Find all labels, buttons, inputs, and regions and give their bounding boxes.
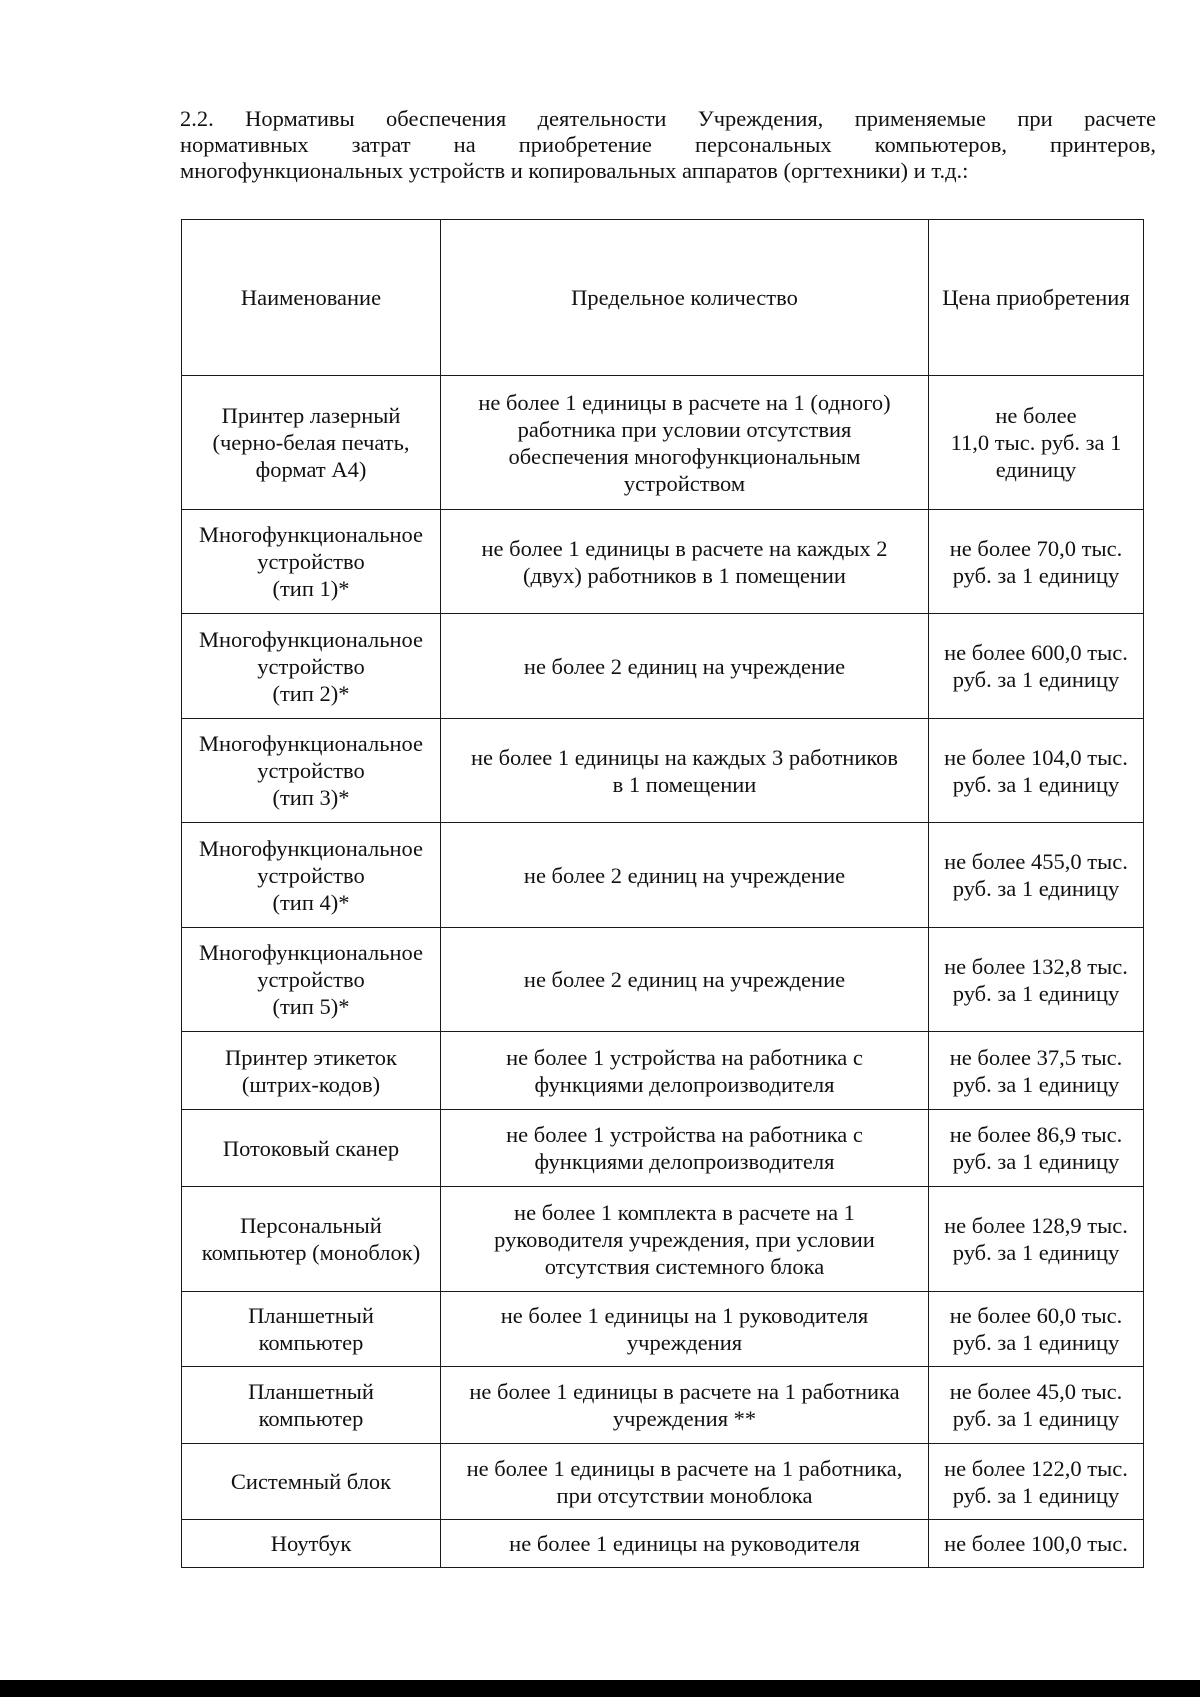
table-row	[182, 823, 1144, 928]
cell-line: не более 1 единицы на руководителя	[509, 1531, 860, 1556]
cell-line: не более 1 единицы в расчете на 1 работника,	[466, 1455, 903, 1481]
cell-line: учреждения **	[612, 1406, 757, 1431]
intro-paragraph	[180, 106, 1156, 184]
cell-line: учреждения	[626, 1330, 743, 1355]
cell-line: руб. за 1 единицу	[952, 1482, 1120, 1508]
cell-price	[929, 376, 1144, 510]
cell-line: не более 1 устройства на работника с	[506, 1122, 863, 1147]
cell-line: не более 45,0 тыс.	[949, 1379, 1123, 1404]
cell-line: компьютер	[258, 1330, 364, 1355]
cell-line: Системный блок	[230, 1469, 392, 1494]
table-row	[182, 1292, 1144, 1367]
table-row	[182, 1110, 1144, 1187]
cell-price	[929, 1032, 1144, 1110]
cell-quantity	[441, 719, 929, 823]
cell-line: формат А4)	[255, 457, 367, 482]
cell-line: руб. за 1 единицу	[952, 1071, 1120, 1097]
cell-line: компьютер	[258, 1406, 364, 1431]
cell-line: обеспечения многофункциональным	[508, 443, 861, 469]
cell-line: устройство	[257, 758, 365, 783]
table-row	[182, 376, 1144, 510]
cell-name	[182, 1110, 441, 1187]
cell-name	[182, 1032, 441, 1110]
cell-line: руб. за 1 единицу	[952, 562, 1120, 588]
intro-line: нормативных затрат на приобретение персональных компьютеров, принтеров,	[180, 132, 1156, 157]
cell-name	[182, 1520, 441, 1568]
cell-price	[929, 1187, 1144, 1292]
header-price: Цена приобретения	[929, 220, 1144, 376]
cell-name	[182, 376, 441, 510]
cell-name	[182, 1444, 441, 1520]
cell-quantity	[441, 510, 929, 614]
cell-quantity	[441, 614, 929, 719]
cell-name	[182, 823, 441, 928]
cell-quantity	[441, 1032, 929, 1110]
cell-line: не более 70,0 тыс.	[949, 535, 1123, 561]
cell-line: руб. за 1 единицу	[952, 1149, 1120, 1174]
cell-line: устройство	[257, 862, 365, 888]
cell-line: Планшетный	[248, 1303, 374, 1328]
cell-line: не более 455,0 тыс.	[944, 849, 1128, 874]
cell-line: руб. за 1 единицу	[952, 1406, 1120, 1431]
cell-price	[929, 719, 1144, 823]
cell-line: компьютер (моноблок)	[201, 1240, 421, 1265]
cell-name	[182, 614, 441, 719]
cell-line: (черно-белая печать,	[212, 430, 410, 455]
cell-line: не более 2 единиц на учреждение	[523, 967, 846, 992]
cell-name	[182, 928, 441, 1032]
cell-line: не более 122,0 тыс.	[944, 1455, 1128, 1481]
header-row	[182, 220, 1144, 376]
cell-line: руб. за 1 единицу	[952, 980, 1120, 1006]
cell-price	[929, 1110, 1144, 1187]
table-row	[182, 614, 1144, 719]
cell-quantity	[441, 823, 929, 928]
cell-line: Потоковый сканер	[222, 1135, 400, 1161]
header-name: Наименование	[182, 220, 441, 376]
cell-line: не более 1 единицы в расчете на 1 (одного)	[478, 389, 891, 415]
cell-quantity	[441, 376, 929, 510]
cell-line: (двух) работников в 1 помещении	[523, 562, 846, 588]
cell-line: (тип 2)*	[272, 680, 350, 706]
cell-line: не более 100,0 тыс.	[944, 1531, 1128, 1556]
cell-line: Многофункциональное	[198, 835, 424, 861]
cell-line: 11,0 тыс. руб. за 1	[950, 430, 1122, 455]
cell-line: Ноутбук	[270, 1531, 352, 1556]
cell-line: отсутствия системного блока	[544, 1253, 825, 1279]
cell-line: устройством	[623, 470, 746, 496]
cell-line: Многофункциональное	[198, 940, 424, 965]
cell-quantity	[441, 1367, 929, 1444]
cell-line: руб. за 1 единицу	[952, 771, 1120, 797]
cell-line: функциями делопроизводителя	[534, 1149, 835, 1174]
cell-line: (тип 5)*	[272, 994, 350, 1019]
cell-line: Планшетный	[248, 1379, 374, 1404]
cell-price	[929, 1520, 1144, 1568]
cell-line: при отсутствии моноблока	[556, 1482, 813, 1508]
cell-line: не более 600,0 тыс.	[944, 640, 1128, 665]
cell-line: Персональный	[240, 1213, 382, 1238]
cell-quantity	[441, 1292, 929, 1367]
cell-price	[929, 928, 1144, 1032]
cell-line: не более 1 единицы в расчете на каждых 2	[481, 535, 888, 561]
cell-line: не более 2 единиц на учреждение	[523, 653, 846, 679]
cell-line: руб. за 1 единицу	[952, 1240, 1120, 1265]
cell-line: не более 1 комплекта в расчете на 1	[514, 1199, 855, 1225]
cell-line: единицу	[995, 457, 1077, 482]
cell-quantity	[441, 928, 929, 1032]
cell-line: работника при условии отсутствия	[517, 416, 852, 442]
cell-line: Принтер этикеток	[225, 1044, 397, 1070]
cell-line: не более 37,5 тыс.	[949, 1044, 1123, 1070]
cell-line: не более 132,8 тыс.	[944, 953, 1128, 979]
cell-line: (тип 1)*	[272, 576, 350, 601]
table-row	[182, 510, 1144, 614]
table-row	[182, 928, 1144, 1032]
cell-line: функциями делопроизводителя	[534, 1071, 835, 1097]
cell-line: не более 1 единицы на каждых 3 работников	[470, 744, 899, 770]
cell-line: (тип 4)*	[272, 889, 350, 915]
table-row	[182, 719, 1144, 823]
cell-line: Принтер лазерный	[221, 403, 401, 428]
cell-line: руб. за 1 единицу	[952, 667, 1120, 692]
cell-line: не более 86,9 тыс.	[949, 1122, 1123, 1147]
cell-quantity	[441, 1444, 929, 1520]
cell-name	[182, 1187, 441, 1292]
cell-line: устройство	[257, 967, 365, 992]
table-row	[182, 1187, 1144, 1292]
cell-line: руководителя учреждения, при условии	[494, 1226, 875, 1252]
table-row	[182, 1444, 1144, 1520]
cell-line: (тип 3)*	[272, 785, 350, 810]
norms-table	[181, 219, 1144, 1568]
cell-line: Многофункциональное	[198, 626, 424, 652]
table-body	[182, 376, 1144, 1568]
cell-price	[929, 510, 1144, 614]
cell-line: не более 128,9 тыс.	[944, 1213, 1128, 1238]
cell-line: не более 1 единицы в расчете на 1 работника	[469, 1379, 900, 1404]
cell-name	[182, 1292, 441, 1367]
cell-quantity	[441, 1520, 929, 1568]
cell-quantity	[441, 1110, 929, 1187]
table-row	[182, 1367, 1144, 1444]
cell-price	[929, 1444, 1144, 1520]
scan-edge-bar	[0, 1680, 1200, 1697]
cell-line: Многофункциональное	[198, 522, 424, 547]
cell-line: не более 1 единицы на 1 руководителя	[500, 1303, 869, 1328]
cell-name	[182, 510, 441, 614]
table-row	[182, 1032, 1144, 1110]
cell-price	[929, 823, 1144, 928]
cell-price	[929, 614, 1144, 719]
cell-line: устройство	[257, 653, 365, 679]
cell-line: не более 104,0 тыс.	[944, 744, 1128, 770]
cell-line: (штрих-кодов)	[241, 1071, 381, 1097]
cell-line: не более 1 устройства на работника с	[506, 1044, 863, 1070]
cell-price	[929, 1367, 1144, 1444]
cell-line: в 1 помещении	[612, 771, 757, 797]
cell-quantity	[441, 1187, 929, 1292]
cell-name	[182, 719, 441, 823]
cell-price	[929, 1292, 1144, 1367]
cell-line: не более 60,0 тыс.	[949, 1303, 1123, 1328]
table-row	[182, 1520, 1144, 1568]
cell-line: не более	[995, 403, 1077, 428]
header-quantity: Предельное количество	[441, 220, 929, 376]
cell-line: не более 2 единиц на учреждение	[523, 862, 846, 888]
cell-line: Многофункциональное	[198, 731, 424, 756]
intro-line: многофункциональных устройств и копировальных аппаратов (оргтехники) и т.д.:	[180, 158, 969, 183]
cell-line: руб. за 1 единицу	[952, 1330, 1120, 1355]
cell-line: руб. за 1 единицу	[952, 876, 1120, 901]
cell-line: устройство	[257, 549, 365, 574]
cell-name	[182, 1367, 441, 1444]
intro-line: 2.2. Нормативы обеспечения деятельности Учреждения, применяемые при расчете	[180, 106, 1156, 131]
